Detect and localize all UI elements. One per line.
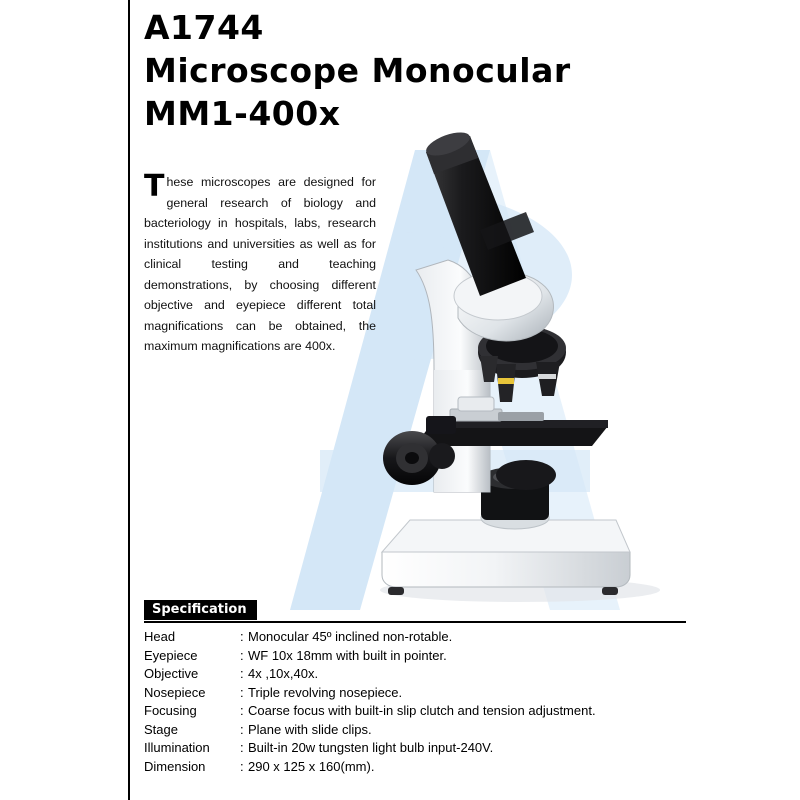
spec-colon: : xyxy=(240,684,244,700)
spec-value: 290 x 125 x 160(mm). xyxy=(248,758,375,774)
product-model: MM1-400x xyxy=(144,94,341,133)
spec-colon: : xyxy=(240,629,244,644)
spec-colon: : xyxy=(240,740,244,755)
spec-label: Nosepiece xyxy=(144,684,206,700)
specification-rule-right xyxy=(624,621,686,623)
spec-colon: : xyxy=(240,666,244,681)
spec-value: Coarse focus with built-in slip clutch and tension adjustment. xyxy=(248,703,596,718)
specification-table xyxy=(144,628,764,776)
table-row xyxy=(144,628,764,647)
specification-heading: Specification xyxy=(144,600,257,620)
spec-colon: : xyxy=(240,721,244,737)
spec-value: Monocular 45º inclined non-rotable. xyxy=(248,629,453,644)
spec-value: Built-in 20w tungsten light bulb input-240V. xyxy=(248,740,494,755)
spec-label: Illumination xyxy=(144,740,210,755)
table-row xyxy=(144,702,764,721)
spec-label: Dimension xyxy=(144,758,206,774)
specification-header xyxy=(144,600,744,620)
product-description xyxy=(144,169,376,357)
spec-label: Objective xyxy=(144,666,199,681)
table-row xyxy=(144,684,764,703)
table-row xyxy=(144,721,764,740)
spec-label: Eyepiece xyxy=(144,647,198,663)
page-title xyxy=(144,6,664,135)
spec-label: Focusing xyxy=(144,703,197,718)
spec-colon: : xyxy=(240,703,244,718)
product-code: A1744 xyxy=(144,8,264,47)
spec-colon: : xyxy=(240,647,244,663)
product-name: Microscope Monocular xyxy=(144,51,571,90)
table-row xyxy=(144,665,764,684)
specification-rule xyxy=(144,621,660,623)
table-row xyxy=(144,647,764,666)
table-row xyxy=(144,758,764,777)
spec-value: Triple revolving nosepiece. xyxy=(248,684,403,700)
spec-value: Plane with slide clips. xyxy=(248,721,372,737)
microscope-photo xyxy=(330,120,690,630)
spec-value: 4x ,10x,40x. xyxy=(248,666,319,681)
left-vertical-rule xyxy=(128,0,130,800)
description-dropcap: T xyxy=(144,169,165,204)
description-text: hese microscopes are designed for general research of biology and bacteriology in hospitals, labs, research institutions and universities as well as for clinical testing and teaching demonstrations, by choosing different objective and eyepiece different total magnifications can be obtained, the maximum magnifications are 400x. xyxy=(144,175,376,353)
spec-value: WF 10x 18mm with built in pointer. xyxy=(248,647,447,663)
spec-label: Stage xyxy=(144,721,178,737)
spec-label: Head xyxy=(144,629,176,644)
table-row xyxy=(144,739,764,758)
spec-colon: : xyxy=(240,758,244,774)
